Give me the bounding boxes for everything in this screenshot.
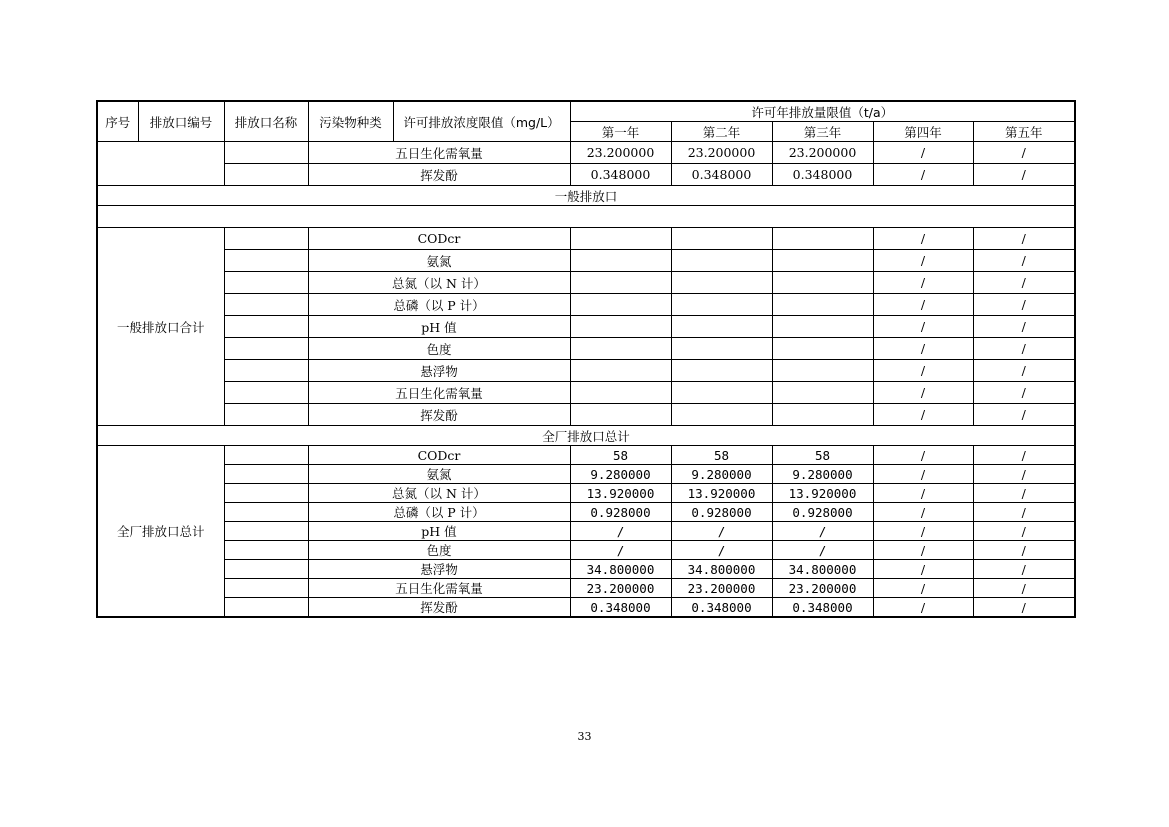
- outlet-name-cell: [224, 503, 308, 522]
- year-value-cell: 23.200000: [772, 142, 873, 164]
- pollutant-cell: CODcr: [308, 228, 570, 250]
- year-value-cell: /: [973, 294, 1075, 316]
- pollutant-cell: 挥发酚: [308, 164, 570, 186]
- year-value-cell: /: [873, 382, 973, 404]
- year-value-cell: /: [873, 228, 973, 250]
- year-value-cell: /: [873, 272, 973, 294]
- year-value-cell: /: [973, 579, 1075, 598]
- year-value-cell: /: [873, 541, 973, 560]
- year-value-cell: [772, 360, 873, 382]
- outlet-name-cell: [224, 522, 308, 541]
- table-row: [97, 250, 1075, 272]
- year-value-cell: 58: [570, 446, 671, 465]
- year-value-cell: 0.928000: [671, 503, 772, 522]
- header-row-1: [97, 101, 1075, 122]
- pollutant-cell: 色度: [308, 338, 570, 360]
- pollutant-cell: 五日生化需氧量: [308, 579, 570, 598]
- header-pollutant: 污染物种类: [308, 101, 393, 142]
- header-annual-limit: 许可年排放量限值（t/a）: [570, 101, 1075, 122]
- header-year-5: 第五年: [973, 122, 1075, 142]
- empty-cell: [97, 206, 1075, 228]
- year-value-cell: /: [973, 541, 1075, 560]
- header-outlet-code: 排放口编号: [138, 101, 224, 142]
- outlet-name-cell: [224, 484, 308, 503]
- year-value-cell: /: [973, 560, 1075, 579]
- year-value-cell: [772, 316, 873, 338]
- pollutant-cell: 总氮（以 N 计）: [308, 484, 570, 503]
- pollutant-cell: 色度: [308, 541, 570, 560]
- year-value-cell: [772, 250, 873, 272]
- year-value-cell: /: [873, 294, 973, 316]
- year-value-cell: 0.348000: [671, 164, 772, 186]
- year-value-cell: /: [973, 446, 1075, 465]
- year-value-cell: /: [873, 503, 973, 522]
- section-title-row: [97, 426, 1075, 446]
- year-value-cell: [570, 382, 671, 404]
- outlet-name-cell: [224, 465, 308, 484]
- pollutant-cell: CODcr: [308, 446, 570, 465]
- year-value-cell: /: [973, 382, 1075, 404]
- outlet-name-cell: [224, 294, 308, 316]
- year-value-cell: 0.928000: [772, 503, 873, 522]
- year-value-cell: [671, 250, 772, 272]
- header-year-3: 第三年: [772, 122, 873, 142]
- year-value-cell: /: [873, 560, 973, 579]
- year-value-cell: 0.348000: [772, 598, 873, 618]
- year-value-cell: [772, 228, 873, 250]
- summary-label-cell: 全厂排放口总计: [97, 446, 224, 618]
- year-value-cell: [671, 404, 772, 426]
- year-value-cell: /: [873, 522, 973, 541]
- table-row: [97, 598, 1075, 618]
- section-title-row: [97, 186, 1075, 206]
- year-value-cell: 13.920000: [570, 484, 671, 503]
- year-value-cell: /: [671, 541, 772, 560]
- year-value-cell: 13.920000: [671, 484, 772, 503]
- header-outlet-name: 排放口名称: [224, 101, 308, 142]
- outlet-name-cell: [224, 360, 308, 382]
- pollutant-cell: 总氮（以 N 计）: [308, 272, 570, 294]
- year-value-cell: /: [772, 541, 873, 560]
- year-value-cell: [570, 272, 671, 294]
- outlet-name-cell: [224, 142, 308, 164]
- outlet-name-cell: [224, 541, 308, 560]
- year-value-cell: /: [973, 503, 1075, 522]
- year-value-cell: [570, 250, 671, 272]
- table-row: [97, 560, 1075, 579]
- table-row: [97, 360, 1075, 382]
- outlet-name-cell: [224, 560, 308, 579]
- year-value-cell: 0.348000: [671, 598, 772, 618]
- year-value-cell: [570, 294, 671, 316]
- year-value-cell: 9.280000: [570, 465, 671, 484]
- year-value-cell: 34.800000: [772, 560, 873, 579]
- table-row: [97, 272, 1075, 294]
- pollutant-cell: 挥发酚: [308, 404, 570, 426]
- year-value-cell: [671, 316, 772, 338]
- year-value-cell: /: [973, 228, 1075, 250]
- table-row: [97, 404, 1075, 426]
- year-value-cell: /: [873, 598, 973, 618]
- year-value-cell: [772, 272, 873, 294]
- year-value-cell: 9.280000: [671, 465, 772, 484]
- year-value-cell: /: [873, 465, 973, 484]
- year-value-cell: /: [873, 404, 973, 426]
- year-value-cell: [570, 360, 671, 382]
- table-row: [97, 164, 1075, 186]
- page-number: 33: [577, 730, 592, 743]
- outlet-name-cell: [224, 316, 308, 338]
- table-row: [97, 484, 1075, 503]
- year-value-cell: /: [873, 250, 973, 272]
- year-value-cell: /: [973, 404, 1075, 426]
- header-concentration-limit: 许可排放浓度限值（mg/L）: [393, 101, 570, 142]
- year-value-cell: 58: [772, 446, 873, 465]
- year-value-cell: /: [873, 142, 973, 164]
- table-row: [97, 522, 1075, 541]
- pollutant-cell: 氨氮: [308, 250, 570, 272]
- outlet-name-cell: [224, 272, 308, 294]
- pollutant-cell: 总磷（以 P 计）: [308, 294, 570, 316]
- outlet-name-cell: [224, 598, 308, 618]
- year-value-cell: 34.800000: [570, 560, 671, 579]
- pollutant-cell: 悬浮物: [308, 560, 570, 579]
- table-row: [97, 294, 1075, 316]
- table-row: [97, 228, 1075, 250]
- year-value-cell: [671, 228, 772, 250]
- outlet-name-cell: [224, 404, 308, 426]
- year-value-cell: /: [973, 250, 1075, 272]
- year-value-cell: [772, 294, 873, 316]
- year-value-cell: 58: [671, 446, 772, 465]
- pollutant-cell: pH 值: [308, 316, 570, 338]
- year-value-cell: /: [873, 579, 973, 598]
- table-row: [97, 142, 1075, 164]
- year-value-cell: /: [973, 142, 1075, 164]
- year-value-cell: /: [973, 338, 1075, 360]
- year-value-cell: [671, 338, 772, 360]
- year-value-cell: /: [973, 272, 1075, 294]
- year-value-cell: /: [973, 598, 1075, 618]
- table-row: [97, 446, 1075, 465]
- year-value-cell: /: [873, 164, 973, 186]
- year-value-cell: /: [873, 338, 973, 360]
- outlet-name-cell: [224, 250, 308, 272]
- year-value-cell: 34.800000: [671, 560, 772, 579]
- table-row: [97, 338, 1075, 360]
- year-value-cell: [772, 338, 873, 360]
- year-value-cell: /: [973, 360, 1075, 382]
- year-value-cell: [570, 404, 671, 426]
- year-value-cell: 23.200000: [671, 579, 772, 598]
- year-value-cell: /: [973, 484, 1075, 503]
- outlet-name-cell: [224, 446, 308, 465]
- year-value-cell: 9.280000: [772, 465, 873, 484]
- section-title-general: 一般排放口: [97, 186, 1075, 206]
- year-value-cell: [570, 316, 671, 338]
- year-value-cell: 0.928000: [570, 503, 671, 522]
- header-year-4: 第四年: [873, 122, 973, 142]
- summary-label-cell: [97, 142, 224, 186]
- pollutant-cell: pH 值: [308, 522, 570, 541]
- year-value-cell: [671, 294, 772, 316]
- year-value-cell: /: [671, 522, 772, 541]
- table-row: [97, 382, 1075, 404]
- year-value-cell: 23.200000: [772, 579, 873, 598]
- year-value-cell: 23.200000: [671, 142, 772, 164]
- year-value-cell: [772, 382, 873, 404]
- year-value-cell: [671, 360, 772, 382]
- year-value-cell: /: [570, 541, 671, 560]
- year-value-cell: /: [873, 360, 973, 382]
- year-value-cell: /: [570, 522, 671, 541]
- outlet-name-cell: [224, 228, 308, 250]
- year-value-cell: 0.348000: [772, 164, 873, 186]
- year-value-cell: 13.920000: [772, 484, 873, 503]
- year-value-cell: 0.348000: [570, 164, 671, 186]
- year-value-cell: [570, 338, 671, 360]
- year-value-cell: [671, 272, 772, 294]
- year-value-cell: /: [973, 465, 1075, 484]
- year-value-cell: /: [873, 316, 973, 338]
- header-year-2: 第二年: [671, 122, 772, 142]
- year-value-cell: [570, 228, 671, 250]
- table-row: [97, 316, 1075, 338]
- outlet-name-cell: [224, 382, 308, 404]
- year-value-cell: /: [973, 522, 1075, 541]
- summary-label-cell: 一般排放口合计: [97, 228, 224, 426]
- table-row: [97, 541, 1075, 560]
- pollutant-cell: 挥发酚: [308, 598, 570, 618]
- year-value-cell: [772, 404, 873, 426]
- year-value-cell: /: [873, 446, 973, 465]
- emission-limits-table: [96, 100, 1076, 618]
- pollutant-cell: 五日生化需氧量: [308, 382, 570, 404]
- table-row: [97, 465, 1075, 484]
- year-value-cell: /: [772, 522, 873, 541]
- empty-row: [97, 206, 1075, 228]
- outlet-name-cell: [224, 164, 308, 186]
- year-value-cell: 23.200000: [570, 142, 671, 164]
- year-value-cell: 23.200000: [570, 579, 671, 598]
- header-year-1: 第一年: [570, 122, 671, 142]
- year-value-cell: 0.348000: [570, 598, 671, 618]
- pollutant-cell: 氨氮: [308, 465, 570, 484]
- section-title-plant: 全厂排放口总计: [97, 426, 1075, 446]
- year-value-cell: /: [973, 164, 1075, 186]
- year-value-cell: /: [973, 316, 1075, 338]
- outlet-name-cell: [224, 579, 308, 598]
- table-row: [97, 503, 1075, 522]
- pollutant-cell: 悬浮物: [308, 360, 570, 382]
- year-value-cell: [671, 382, 772, 404]
- pollutant-cell: 五日生化需氧量: [308, 142, 570, 164]
- outlet-name-cell: [224, 338, 308, 360]
- table-row: [97, 579, 1075, 598]
- header-seq: 序号: [97, 101, 138, 142]
- pollutant-cell: 总磷（以 P 计）: [308, 503, 570, 522]
- year-value-cell: /: [873, 484, 973, 503]
